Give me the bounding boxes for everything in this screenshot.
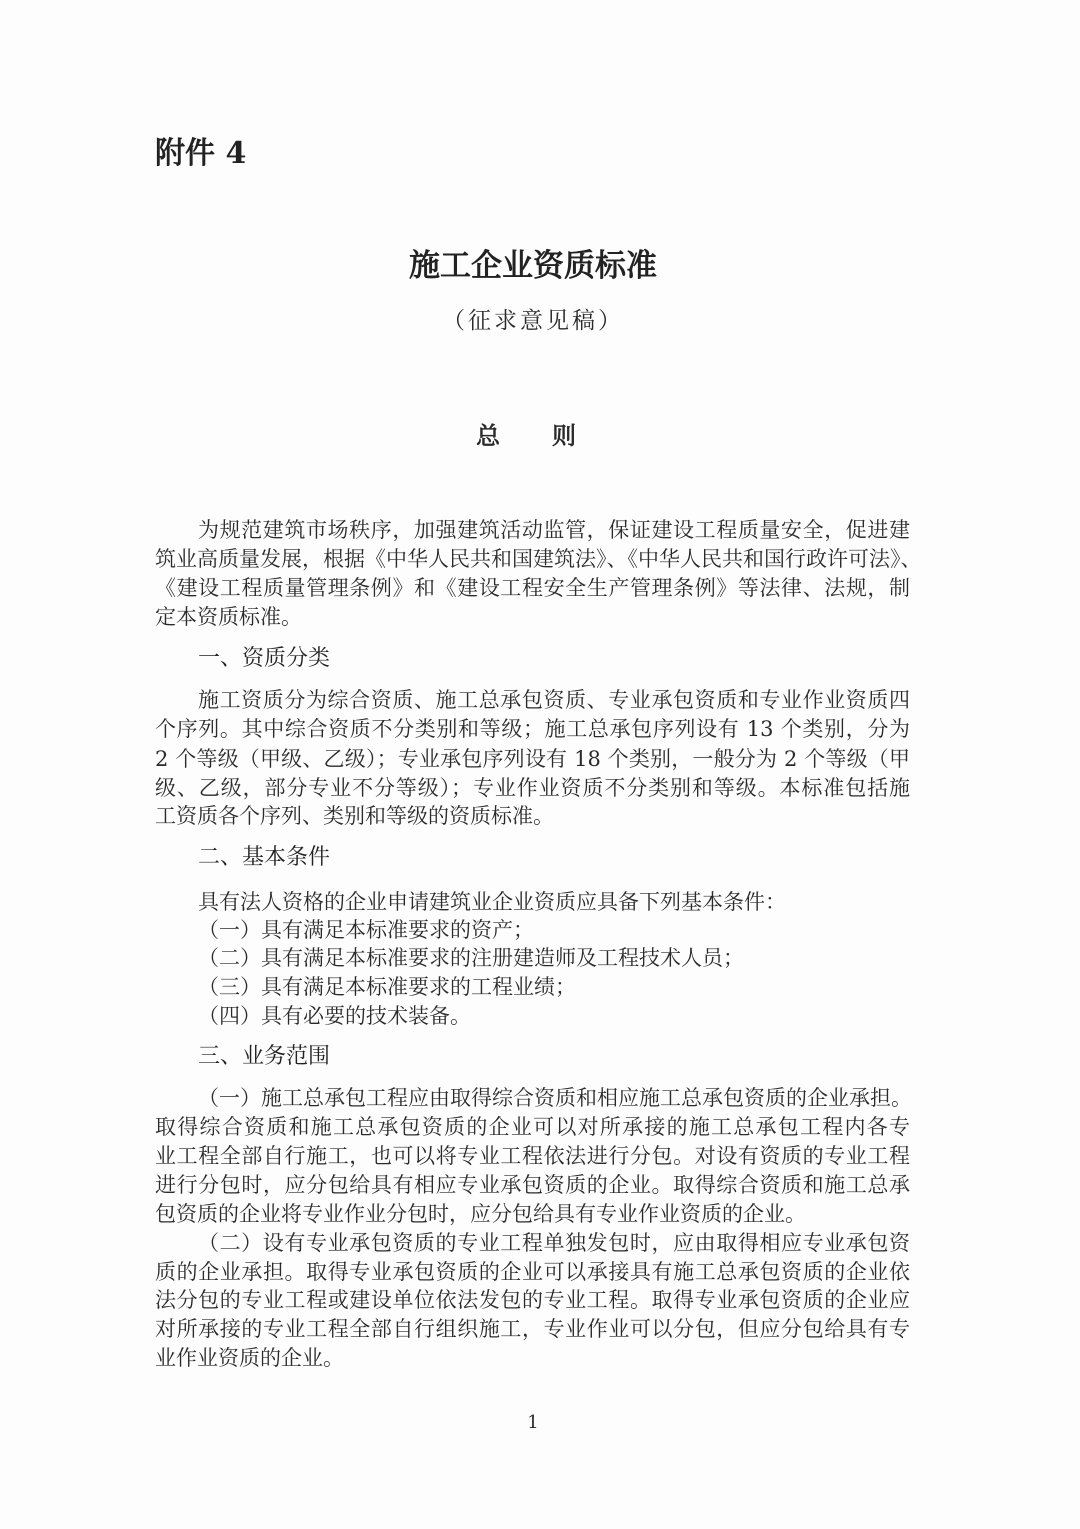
general-provisions-heading: 总 则 [476, 422, 590, 450]
attachment-label: 附件 4 [155, 136, 247, 171]
paragraph-line: 取得综合资质和施工总承包资质的企业可以对所承接的施工总承包工程内各专 [155, 1115, 910, 1139]
paragraph-line: 《建设工程质量管理条例》和《建设工程安全生产管理条例》等法律、法规，制 [155, 576, 910, 600]
paragraph-line: 级、乙级，部分专业不分等级）；专业作业资质不分类别和等级。本标准包括施 [155, 776, 910, 800]
paragraph-line: （一）施工总承包工程应由取得综合资质和相应施工总承包资质的企业承担。 [198, 1086, 912, 1110]
paragraph-line: 筑业高质量发展，根据《中华人民共和国建筑法》、《中华人民共和国行政许可法》、 [155, 547, 922, 571]
list-item: （二）具有满足本标准要求的注册建造师及工程技术人员； [198, 946, 744, 970]
list-item: （三）具有满足本标准要求的工程业绩； [198, 975, 576, 999]
paragraph-line: （二）设有专业承包资质的专业工程单独发包时，应由取得相应专业承包资 [198, 1231, 910, 1255]
paragraph-line: 业工程全部自行施工，也可以将专业工程依法进行分包。对设有资质的专业工程 [155, 1144, 910, 1168]
paragraph-line: 为规范建筑市场秩序，加强建筑活动监管，保证建设工程质量安全，促进建 [198, 518, 910, 542]
section-heading: 一、资质分类 [198, 646, 331, 671]
paragraph-line: 对所承接的专业工程全部自行组织施工，专业作业可以分包，但应分包给具有专 [155, 1317, 910, 1341]
section-heading: 三、业务范围 [198, 1044, 331, 1069]
paragraph-line: 施工资质分为综合资质、施工总承包资质、专业承包资质和专业作业资质四 [198, 688, 910, 712]
paragraph-line: 定本资质标准。 [155, 605, 302, 629]
list-item: （四）具有必要的技术装备。 [198, 1004, 471, 1028]
section-heading: 二、基本条件 [198, 845, 331, 870]
paragraph-line: 2 个等级（甲级、乙级）；专业承包序列设有 18 个类别，一般分为 2 个等级（甲 [155, 747, 910, 771]
paragraph-line: 法分包的专业工程或建设单位依法发包的专业工程。取得专业承包资质的企业应 [155, 1288, 910, 1312]
paragraph-line: 质的企业承担。取得专业承包资质的企业可以承接具有施工总承包资质的企业依 [155, 1260, 910, 1284]
list-item: （一）具有满足本标准要求的资产； [198, 918, 534, 942]
list-item: 具有法人资格的企业申请建筑业企业资质应具备下列基本条件： [198, 890, 786, 914]
paragraph-line: 个序列。其中综合资质不分类别和等级；施工总承包序列设有 13 个类别，分为 [155, 717, 910, 741]
paragraph-line: 工资质各个序列、类别和等级的资质标准。 [155, 804, 554, 828]
document-title: 施工企业资质标准 [409, 248, 657, 284]
paragraph-line: 业作业资质的企业。 [155, 1346, 344, 1370]
paragraph-line: 包资质的企业将专业作业分包时，应分包给具有专业作业资质的企业。 [155, 1202, 806, 1226]
document-subtitle: （征求意见稿） [442, 308, 624, 334]
page-number: 1 [527, 1412, 539, 1433]
paragraph-line: 进行分包时，应分包给具有相应专业承包资质的企业。取得综合资质和施工总承 [155, 1173, 910, 1197]
